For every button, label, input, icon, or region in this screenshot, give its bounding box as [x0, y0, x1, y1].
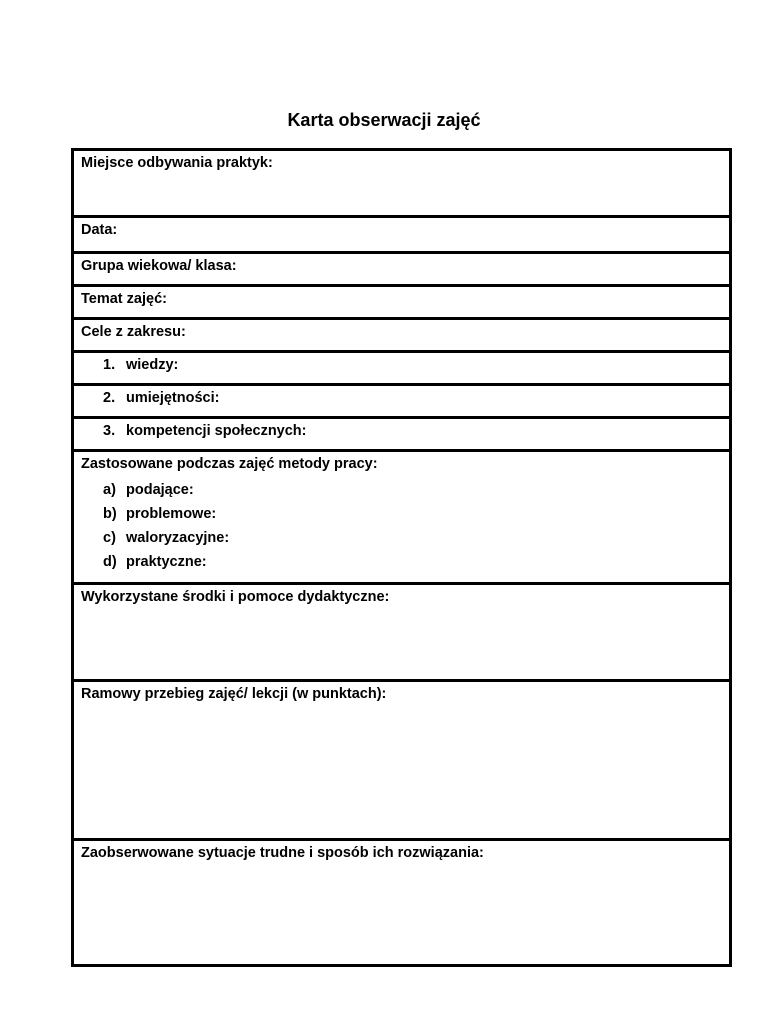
- group-row: [73, 253, 731, 286]
- goal-social-field[interactable]: [73, 418, 731, 451]
- goals-header-row: [73, 319, 731, 352]
- goal-marker: 2.: [103, 390, 116, 406]
- date-label: Data:: [81, 222, 118, 238]
- aids-row: [73, 584, 731, 681]
- course-field[interactable]: [73, 681, 731, 840]
- topic-row: [73, 286, 731, 319]
- goal-label: umiejętności:: [126, 390, 220, 406]
- goals-header-cell: [73, 319, 731, 352]
- goal-row-knowledge: [73, 352, 731, 385]
- aids-label: Wykorzystane środki i pomoce dydaktyczne:: [81, 589, 390, 605]
- place-label: Miejsce odbywania praktyk:: [81, 155, 273, 171]
- goal-skills-field[interactable]: [73, 385, 731, 418]
- goal-marker: 3.: [103, 423, 116, 439]
- method-label: problemowe:: [126, 506, 217, 522]
- goal-row-skills: [73, 385, 731, 418]
- method-marker: a): [103, 482, 116, 498]
- situations-label: Zaobserwowane sytuacje trudne i sposób ich rozwiązania:: [81, 845, 484, 861]
- method-label: praktyczne:: [126, 554, 207, 570]
- page-title: Karta obserwacji zajęć: [287, 110, 481, 130]
- method-marker: d): [103, 554, 117, 570]
- methods-list: [81, 478, 723, 574]
- methods-row: [73, 451, 731, 584]
- list-item: [103, 478, 723, 502]
- situations-row: [73, 840, 731, 966]
- goal-row-social: [73, 418, 731, 451]
- group-field[interactable]: [73, 253, 731, 286]
- goal-marker: 1.: [103, 357, 116, 373]
- goal-label: wiedzy:: [126, 357, 179, 373]
- course-row: [73, 681, 731, 840]
- goals-label: Cele z zakresu:: [81, 324, 186, 340]
- situations-field[interactable]: [73, 840, 731, 966]
- methods-label: Zastosowane podczas zajęć metody pracy:: [81, 456, 378, 472]
- list-item: [103, 526, 723, 550]
- course-label: Ramowy przebieg zajęć/ lekcji (w punktach):: [81, 686, 387, 702]
- topic-field[interactable]: [73, 286, 731, 319]
- methods-field[interactable]: [73, 451, 731, 584]
- goal-knowledge-field[interactable]: [73, 352, 731, 385]
- list-item: [103, 502, 723, 526]
- date-field[interactable]: [73, 217, 731, 253]
- method-label: waloryzacyjne:: [126, 530, 230, 546]
- topic-label: Temat zajęć:: [81, 291, 167, 307]
- goal-label: kompetencji społecznych:: [126, 423, 307, 439]
- place-field[interactable]: [73, 150, 731, 217]
- place-row: [73, 150, 731, 217]
- date-row: [73, 217, 731, 253]
- aids-field[interactable]: [73, 584, 731, 681]
- method-marker: c): [103, 530, 116, 546]
- method-label: podające:: [126, 482, 194, 498]
- list-item: [103, 550, 723, 574]
- observation-form-table: [71, 148, 732, 967]
- group-label: Grupa wiekowa/ klasa:: [81, 258, 237, 274]
- method-marker: b): [103, 506, 117, 522]
